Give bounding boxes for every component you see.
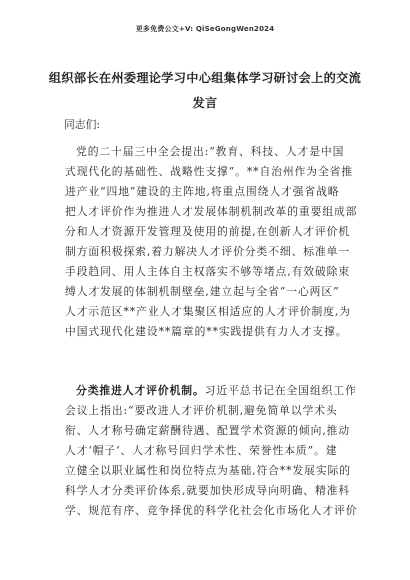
paragraph-line: 人才‘帽子’、人才称号回归学术性、荣誉性本质”。建	[65, 444, 338, 457]
paragraph-line-rest: 习近平总书记在全国组织工作	[204, 384, 357, 397]
paragraph-line: 中国式现代化建设**篇章的**实践提供有力人才支撑。	[65, 325, 348, 338]
paragraph-line: 学、规范有序、竞争择优的科学化社会化市场化人才评价	[65, 504, 358, 517]
paragraph-1	[65, 142, 358, 342]
paragraph-line: 立健全以职业属性和岗位特点为基础,符合**发展实际的	[65, 464, 351, 477]
paragraph-line: 缚人才发展的体制机制壁垒,建立起与全省“一心两区”	[65, 285, 340, 298]
title-line-1: 组织部长在州委理论学习中心组集体学习研讨会上的交流	[48, 71, 362, 85]
paragraph-line: 把人才评价作为推进人才发展体制机制改革的重要组成部	[65, 205, 358, 218]
paragraph-line: 党的二十届三中全会提出:“教育、科技、人才是中国	[76, 145, 345, 158]
paragraph-line: 进产业“四地”建设的主阵地,将重点围绕人才强省战略	[65, 185, 340, 198]
paragraph-line: 式现代化的基础性、战略性支撑”。**自治州作为全省推	[65, 165, 354, 178]
paragraph-line: 人才示范区**产业人才集聚区相适应的人才评价制度,为	[65, 305, 351, 318]
paragraph-line: 手段趋同、用人主体自主权落实不够等堵点,有效破除束	[65, 265, 351, 278]
paragraph-line: 分和人才资源开发管理及使用的前提,在创新人才评价机	[65, 225, 351, 238]
document-title	[48, 66, 362, 116]
paragraph-line: 制方面积极探索,着力解决人才评价分类不细、标准单一	[65, 245, 351, 258]
greeting: 同志们:	[64, 118, 101, 131]
paragraph-line: 衔、人才称号确定薪酬待遇、配置学术资源的倾向,推动	[65, 424, 351, 437]
paragraph-first-line	[76, 381, 357, 401]
paragraph-line: 会议上指出:“要改进人才评价机制,避免简单以学术头	[65, 404, 338, 417]
page-header: 更多免费公文+V: QiSeGongWen2024	[135, 25, 275, 33]
title-line-2: 发言	[192, 96, 218, 110]
paragraph-2	[65, 381, 358, 521]
paragraph-line: 科学人才分类评价体系,就要加快形成导向明确、精准科	[65, 484, 351, 497]
section-heading: 分类推进人才评价机制。	[76, 384, 205, 397]
